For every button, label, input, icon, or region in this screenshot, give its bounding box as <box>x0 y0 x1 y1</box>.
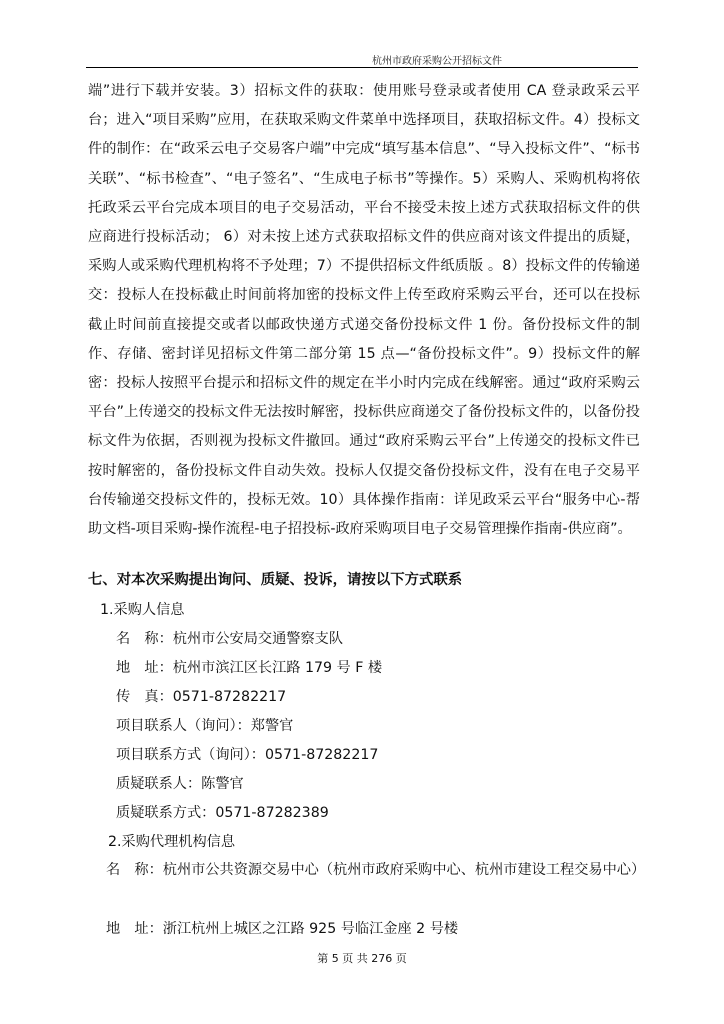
purchaser-contact: 项目联系人（询问）：郑警官 <box>116 718 294 734</box>
complaint-phone: 质疑联系方式：0571-87282389 <box>116 805 329 821</box>
page-number: 第 5 页 共 276 页 <box>317 952 407 965</box>
agency-heading: 2.采购代理机构信息 <box>108 834 236 850</box>
header-rule <box>86 50 638 68</box>
purchaser-heading: 1.采购人信息 <box>100 602 185 618</box>
document-header-title: 杭州市政府采购公开招标文件 <box>372 56 502 67</box>
agency-address: 地 址：浙江杭州上城区之江路 925 号临江金座 2 号楼 <box>106 921 459 937</box>
agency-name: 名 称：杭州市公共资源交易中心（杭州市政府采购中心、杭州市建设工程交易中心） <box>106 862 646 878</box>
purchaser-address: 地 址：杭州市滨江区长江路 179 号 F 楼 <box>116 660 383 676</box>
section-heading: 七、对本次采购提出询问、质疑、投诉，请按以下方式联系 <box>88 572 463 588</box>
purchaser-name: 名 称：杭州市公安局交通警察支队 <box>116 631 344 647</box>
complaint-contact: 质疑联系人：陈警官 <box>116 776 244 792</box>
purchaser-fax: 传 真：0571-87282217 <box>116 689 287 705</box>
procedure-paragraph: 端”进行下载并安装。3）招标文件的获取：使用账号登录或者使用 CA 登录政采云平台；进入“项目采购”应用，在获取采购文件菜单中选择项目，获取招标文件。4）投标文件的制作：在“政采云电子交易客户端”中完成“填写基本信息”、“导入投标文件”、“标书关联”、“标书检查”、“电子签名”、“生成电子标书”等操作。5）采购人、采购机构将依托政采云平台完成本项目的电子交易活动，平台不接受未按上述方式获取招标文件的供应商进行投标活动； 6）对未按上述方式获取招标文件的供应商对该文件提出的质疑，采购人或采购代理机构将不予处理；7）不提供招标文件纸质版 。8）投标文件的传输递交：投标人在投标截止时间前将加密的投标文件上传至政府采购云平台，还可以在投标截止时间前直接提交或者以邮政快递方式递交备份投标文件 1 份。备份投标文件的制作、存储、密封详见招标文件第二部分第 15 点—“备份投标文件”。9）投标文件的解密：投标人按照平台提示和招标文件的规定在半小时内完成在线解密。通过“政府采购云平台”上传递交的投标文件无法按时解密，投标供应商递交了备份投标文件的，以备份投标文件为依据，否则视为投标文件撤回。通过“政府采购云平台”上传递交的投标文件已按时解密的，备份投标文件自动失效。投标人仅提交备份投标文件，没有在电子交易平台传输递交投标文件的，投标无效。10）具体操作指南：详见政采云平台“服务中心-帮助文档-项目采购-操作流程-电子招投标-政府采购项目电子交易管理操作指南-供应商”。 <box>88 83 640 538</box>
purchaser-contact-phone: 项目联系方式（询问）：0571-87282217 <box>116 747 379 763</box>
